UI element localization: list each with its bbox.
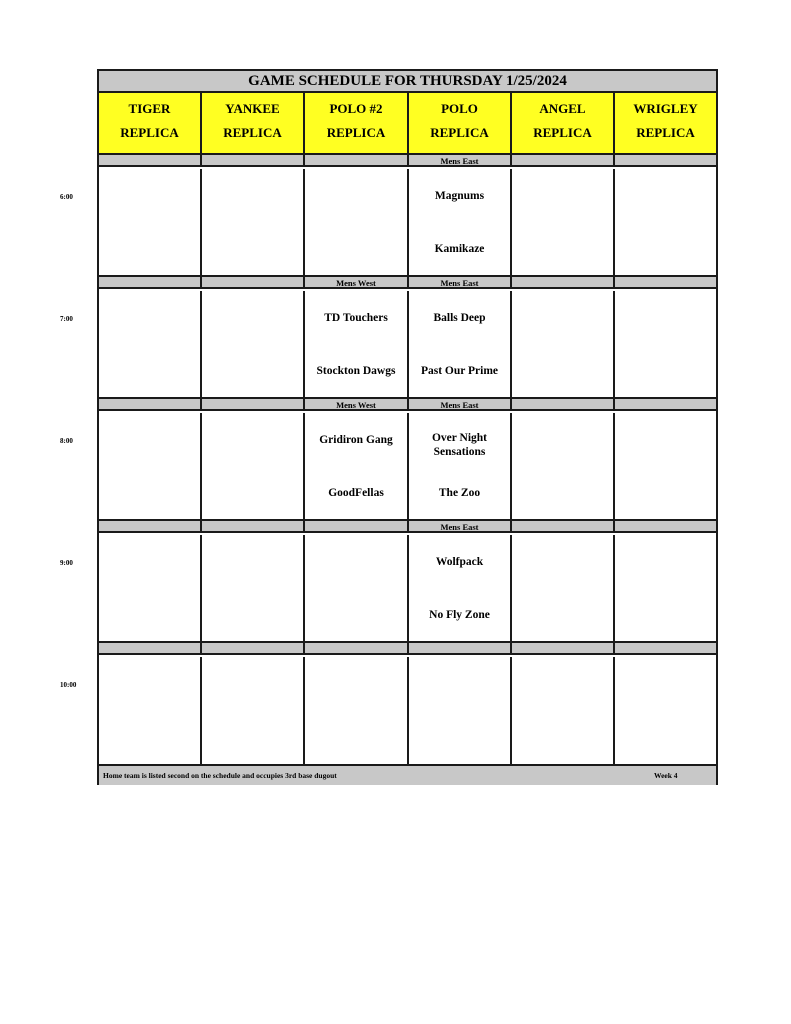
game-slot <box>512 657 615 765</box>
division-label <box>512 643 615 655</box>
division-label: Mens East <box>409 155 512 167</box>
away-team: Gridiron Gang <box>319 434 393 446</box>
field-sub: REPLICA <box>223 125 282 140</box>
game-slot <box>409 291 512 399</box>
field-header <box>615 93 716 155</box>
time-label: 7:00 <box>60 315 73 323</box>
time-label: 6:00 <box>60 193 73 201</box>
division-label <box>202 521 305 533</box>
away-team: Magnums <box>434 190 485 202</box>
field-header <box>99 93 202 155</box>
field-sub: REPLICA <box>533 125 592 140</box>
time-label: 9:00 <box>60 559 73 567</box>
division-label: Mens East <box>409 277 512 289</box>
home-team: No Fly Zone <box>429 609 490 621</box>
division-label <box>305 521 409 533</box>
game-slot <box>409 535 512 643</box>
field-name: ANGEL <box>539 101 586 116</box>
game-slot <box>305 535 409 643</box>
field-sub: REPLICA <box>430 125 489 140</box>
game-slot <box>99 657 202 765</box>
field-name: POLO <box>441 101 478 116</box>
division-label <box>202 643 305 655</box>
division-label <box>202 155 305 167</box>
field-sub: REPLICA <box>120 125 179 140</box>
field-header <box>305 93 409 155</box>
game-slot <box>202 413 305 521</box>
home-team: Stockton Dawgs <box>316 365 396 377</box>
time-label: 8:00 <box>60 437 73 445</box>
game-slot <box>615 535 716 643</box>
field-header <box>409 93 512 155</box>
schedule-sheet <box>97 69 718 785</box>
field-sub: REPLICA <box>636 125 695 140</box>
schedule-title: GAME SCHEDULE FOR THURSDAY 1/25/2024 <box>99 71 716 93</box>
division-label <box>202 277 305 289</box>
away-team: Over Night Sensations <box>431 432 488 458</box>
game-slot <box>99 169 202 277</box>
division-label: Mens West <box>305 277 409 289</box>
division-label <box>512 521 615 533</box>
away-team: Balls Deep <box>433 312 486 324</box>
division-label <box>99 643 202 655</box>
week-label: Week 4 <box>654 771 678 780</box>
game-slot <box>615 657 716 765</box>
game-slot <box>615 413 716 521</box>
field-sub: REPLICA <box>326 125 386 140</box>
time-label: 10:00 <box>60 681 77 689</box>
game-slot <box>409 413 512 521</box>
home-team: GoodFellas <box>328 487 384 499</box>
division-label <box>615 521 716 533</box>
game-slot <box>512 169 615 277</box>
game-slot <box>99 291 202 399</box>
division-label: Mens East <box>409 521 512 533</box>
away-team: TD Touchers <box>324 312 388 324</box>
game-slot <box>305 413 409 521</box>
game-slot <box>305 291 409 399</box>
home-team: Kamikaze <box>434 243 485 255</box>
division-label <box>615 155 716 167</box>
home-team: Past Our Prime <box>420 365 499 377</box>
division-label <box>99 521 202 533</box>
game-slot <box>615 291 716 399</box>
division-label <box>409 643 512 655</box>
division-label <box>615 277 716 289</box>
game-slot <box>202 657 305 765</box>
division-label <box>99 155 202 167</box>
field-name: POLO #2 <box>329 101 383 116</box>
division-label <box>615 399 716 411</box>
game-slot <box>512 535 615 643</box>
game-slot <box>409 169 512 277</box>
game-slot <box>615 169 716 277</box>
division-label <box>99 277 202 289</box>
home-team-note: Home team is listed second on the schedule and occupies 3rd base dugout <box>103 771 337 780</box>
away-team: Wolfpack <box>435 556 484 568</box>
game-slot <box>409 657 512 765</box>
game-slot <box>202 169 305 277</box>
game-slot <box>305 657 409 765</box>
home-team: The Zoo <box>438 487 481 499</box>
game-slot <box>99 413 202 521</box>
schedule-footer <box>99 764 716 785</box>
division-label <box>202 399 305 411</box>
division-label: Mens West <box>305 399 409 411</box>
division-label <box>615 643 716 655</box>
game-slot <box>512 291 615 399</box>
field-name: TIGER <box>128 101 171 116</box>
game-slot <box>305 169 409 277</box>
field-header <box>512 93 615 155</box>
game-slot <box>99 535 202 643</box>
game-slot <box>202 535 305 643</box>
division-label <box>512 155 615 167</box>
game-slot <box>512 413 615 521</box>
division-label <box>99 399 202 411</box>
division-label <box>305 643 409 655</box>
field-name: WRIGLEY <box>633 101 698 116</box>
game-slot <box>202 291 305 399</box>
division-label <box>512 277 615 289</box>
division-label <box>305 155 409 167</box>
division-label <box>512 399 615 411</box>
field-name: YANKEE <box>225 101 280 116</box>
division-label: Mens East <box>409 399 512 411</box>
field-header <box>202 93 305 155</box>
